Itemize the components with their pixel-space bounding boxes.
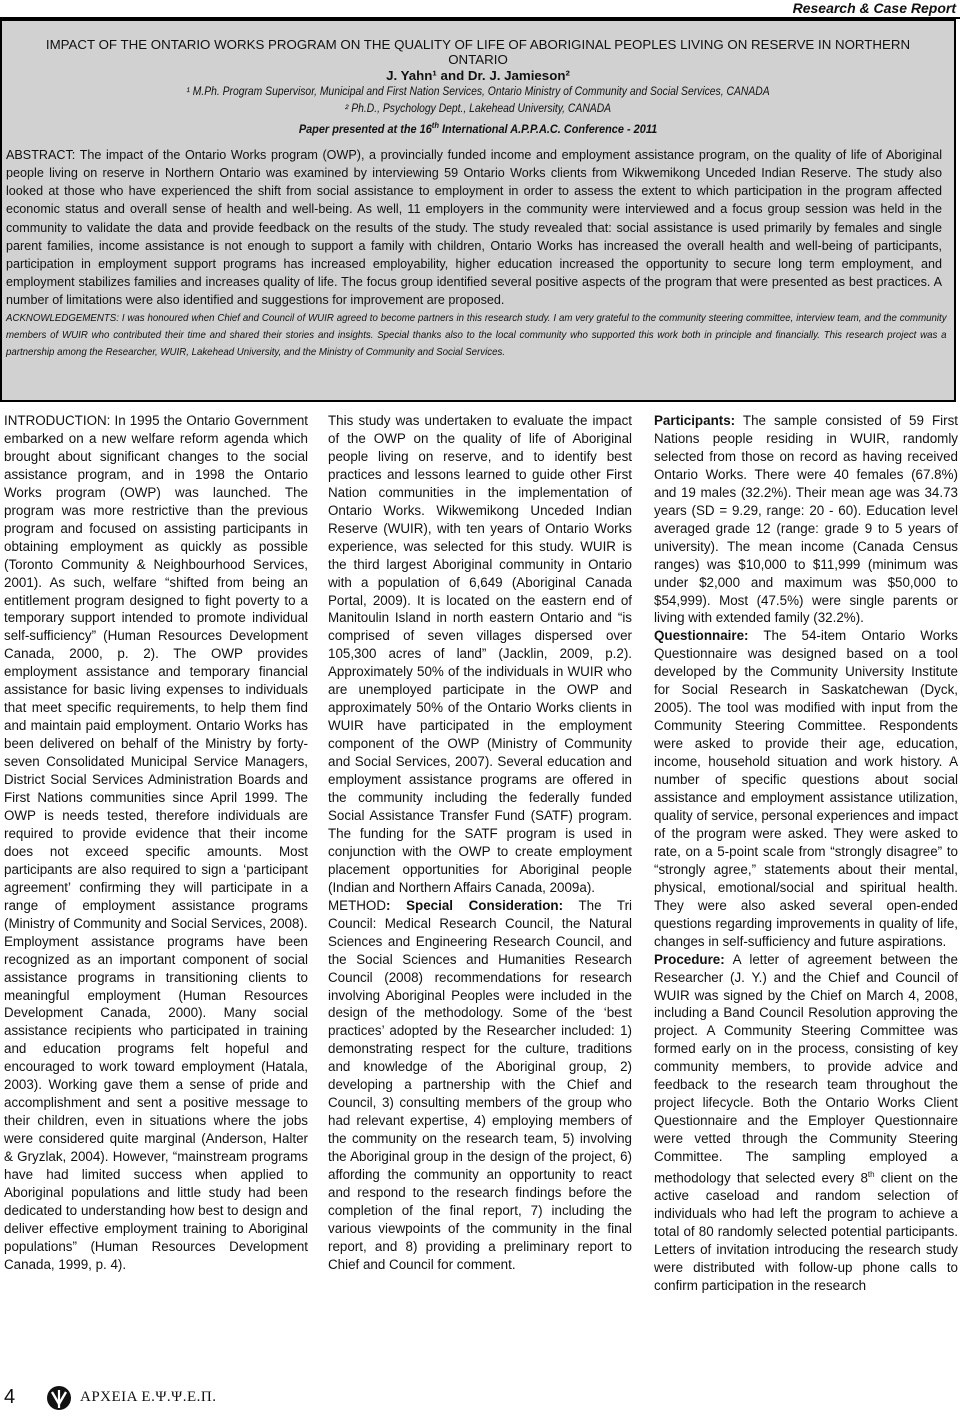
participants-label: Participants: bbox=[654, 413, 736, 428]
participants-paragraph bbox=[654, 412, 958, 627]
special-consideration-label: : Special Consideration: bbox=[386, 897, 564, 913]
affiliation-2: ² Ph.D., Psychology Dept., Lakehead University, CANADA bbox=[344, 103, 612, 115]
intro-paragraph bbox=[4, 412, 308, 933]
body-columns bbox=[4, 412, 958, 1372]
study-paragraph: This study was undertaken to evaluate the impact of the OWP on the quality of life of Aboriginal people living on reserve, and to identify best practices and lessons learned to guide other First Nation communities in the implementation of Ontario Works. Wikwemikong Unceded Indian Reserve (WUIR), with ten years of Ontario Works experience, was selected for this study. WUIR is the third largest Aboriginal community in Ontario with a population of 6,649 (Aboriginal Canada Portal, 2009). It is located on the eastern end of Manitoulin Island in north eastern Ontario and “is comprised of seven villages dispersed over 105,300 acres of land” (Jacklin, 2009, p.2). Approximately 50% of the individuals in WUIR who are unemployed participate in the OWP and approximately 50% of the Ontario Works clients in WUIR have participated in the employment component of the OWP (Ministry of Community and Social Services, 2007). Several education and employment assistance programs are offered in the community including the federally funded Social Assistance Transfer Fund (SATF) program. The funding for the SATF program is used in conjunction with the OWP to create employment placement opportunities for Aboriginal people (Indian and Northern Affairs Canada, 2009a). bbox=[328, 413, 632, 895]
authors: J. Yahn¹ and Dr. J. Jamieson² bbox=[386, 68, 570, 83]
conference-note-prefix: Paper presented at the 16 bbox=[298, 123, 432, 136]
participants-text: The sample consisted of 59 First Nations people residing in WUIR, randomly selected from those on record as having received Ontario Works. There were 40 females (67.8%) and 19 males (32.2%). Their mean age was 34.73 years (SD = 9.29, range: 20 - 60). Education level averaged grade 12 (range: grade 9 to 5 years of university). The mean income (Canada Census ranges) was $10,000 to $11,999 (minimum was under $2,000 and maximum was $50,000 to $54,999). Most (47.5%) were single parents or living with extended family (32.2%). bbox=[654, 413, 958, 626]
procedure-sup: th bbox=[867, 1170, 875, 1180]
procedure-paragraph bbox=[654, 951, 958, 1296]
intro-label: INTRODUCTION: bbox=[4, 413, 111, 428]
procedure-text-a: A letter of agreement between the Researcher (J. Y.) and the Chief and Council of WUIR was signed by the Chief on March 4, 2008, including a Band Council Resolution approving the project. A Community Steering Committee was formed early on in the process, consisting of key community members, to provide advice and feedback to the research team throughout the project lifecycle. Both the Ontario Works Client Questionnaire and the Employer Questionnaire were vetted through the Community Steering Committee. The sampling employed a methodology that selected every 8 bbox=[654, 951, 958, 1186]
abstract-body: The impact of the Ontario Works program (OWP), a provincially funded income and employment assistance program, on the quality of life of Aboriginal people living on reserve in Northern Ontario was examined by interviewing 59 Ontario Works clients from Wikwemikong Unceded Indian Reserve. The study also looked at those who have experienced the shift from social assistance to employment in order to assess the extent to which participation in the program affected economic status and overall sense of health and well-being. As well, 11 employers in the community were interviewed and a focus group session was held in the community to validate the data and provide feedback on the results of the study. The study revealed that: social assistance is used primarily by females and single parent families, income assistance is not enough to support a family with children, Ontario Works has increased the overall health and well-being of participants, participation in employment support programs has increased employability, higher education increased the opportunity to secure long term employment, and employment stabilizes families and increases quality of life. The focus group identified several positive aspects of the program that were presented as best practices. A number of limitations were also identified and suggestions for improvement are proposed. bbox=[6, 147, 942, 308]
method-paragraph bbox=[328, 897, 632, 1274]
questionnaire-paragraph bbox=[654, 627, 958, 950]
method-label: METHOD bbox=[328, 897, 387, 913]
affiliation-1: ¹ M.Ph. Program Supervisor, Municipal and First Nation Services, Ontario Ministry of Community and Social Services, CANADA bbox=[186, 86, 770, 98]
page-number: 4 bbox=[4, 1386, 16, 1408]
journal-logo-icon bbox=[46, 1384, 72, 1412]
column-1 bbox=[4, 412, 308, 1274]
running-header: Research & Case Report bbox=[792, 0, 956, 16]
column-2 bbox=[328, 412, 632, 1274]
employment-paragraph: Employment assistance programs have been recognized as an important component of social assistance programs in transitioning clients to meaningful employment (Human Resources Development Canada, 2000). Many social assistance recipients who participated in training and education programs felt hopeful and encouraged to work toward employment (Hatala, 2003). Working gave them a sense of pride and accomplishment and sent a positive message to their children, even in situations where the jobs were considered quite marginal (Anderson, Halter & Gryzlak, 2004). However, “mainstream programs have had limited success when applied to Aboriginal populations and little study had been dedicated to understanding how best to design and deliver effective employment training to Aboriginal populations” (Human Resources Development Canada, 1999, p. 4). bbox=[4, 933, 308, 1272]
procedure-label: Procedure: bbox=[654, 951, 725, 967]
questionnaire-label: Questionnaire: bbox=[654, 628, 749, 644]
conference-note-sup: th bbox=[431, 121, 439, 130]
column-3 bbox=[654, 412, 958, 1295]
acknowledgements bbox=[6, 310, 947, 361]
paper-title: IMPACT OF THE ONTARIO WORKS PROGRAM ON THE QUALITY OF LIFE OF ABORIGINAL PEOPLES LIVING ON RESERVE IN NORTHERN ONTARIO bbox=[45, 37, 911, 67]
abstract-label: ABSTRACT: bbox=[6, 147, 76, 162]
ack-body: I was honoured when Chief and Council of WUIR agreed to become partners in this research study. I am very grateful to the community steering committee, interview team, and the community members of WUIR who contributed their time and shared their stories and insights. Special thanks also to the local community who supported this work both in principle and financially. This research project was a partnership among the Researcher, WUIR, Lakehead University, and the Ministry of Community and Social Services. bbox=[6, 312, 947, 358]
ack-label: ACKNOWLEDGEMENTS: bbox=[6, 312, 119, 324]
journal-name: ΑΡΧΕΙΑ Ε.Ψ.Ψ.Ε.Π. bbox=[80, 1389, 217, 1405]
abstract-box bbox=[0, 19, 956, 402]
procedure-text-b: client on the active caseload and random selection of individuals who had left the program to achieve a total of 80 randomly selected potential participants. Letters of invitation introducing the research study were distributed with follow-up phone calls to confirm participation in the research bbox=[654, 1170, 958, 1294]
questionnaire-text: The 54-item Ontario Works Questionnaire was designed based on a tool developed by the Community University Institute for Social Research in Saskatchewan (Dyck, 2005). The tool was modified with input from the Community Steering Committee. Respondents were asked to provide their age, education, income, household situation and work history. A number of specific questions about social assistance and employment assistance utilization, quality of service, personal experiences and impact of the program were asked. They were asked to rate, on a 5-point scale from “strongly disagree” to “strongly agree,” statements about their mental, physical, emotional/social and spiritual health. They were also asked several open-ended questions regarding improvements in quality of life, changes in self-sufficiency and future aspirations. bbox=[654, 628, 958, 949]
conference-note-suffix: International A.P.P.A.C. Conference - 2011 bbox=[438, 123, 658, 136]
intro-text: In 1995 the Ontario Government embarked on a new welfare reform agenda which brought about significant changes to the social assistance program, and in 1998 the Ontario Works program (OWP) was launched. The program was more restrictive than the previous program and focused on assisting participants in obtaining employment as quickly as possible (Toronto Community & Neighbourhood Services, 2001). As such, welfare “shifted from being an entitlement program designed to fight poverty to a temporary support intended to promote individual self-sufficiency” (Human Resources Development Canada, 2000, p. 2). The OWP provides employment assistance and temporary financial assistance for basic living expenses to individuals that meet specific requirements, to help them find and maintain paid employment. Ontario Works has been delivered on behalf of the Ministry by forty-seven Consolidated Municipal Service Managers, District Social Services Administration Boards and First Nations communities since April 1999. The OWP is needs tested, therefore individuals are required to provide evidence that their income does not exceed specific amounts. Most participants are also required to sign a ‘participant agreement’ confirming they will participate in a range of employment assistance programs (Ministry of Community and Social Services, 2008). bbox=[4, 413, 308, 931]
title-block bbox=[2, 21, 954, 138]
method-text: The Tri Council: Medical Research Council, the Natural Sciences and Engineering Research Council, and the Social Sciences and Humanities Research Council (2008) recommendations for research involving Aboriginal Peoples were included in the design of the methodology. Some of the ‘best practices’ adopted by the Researcher included: 1) demonstrating respect for the culture, traditions and knowledge of the Aboriginal group, 2) developing a partnership with the Chief and Council, 3) consulting members of the group who had relevant expertise, 4) employing members of the community on the research team, 5) involving the Aboriginal group in the design of the project, 6) affording the community an opportunity to react and respond to the research findings before the completion of the final report, 7) including the various viewpoints of the community in the final report, and 8) providing a preliminary report to Chief and Council for comment. bbox=[328, 897, 633, 1272]
abstract bbox=[6, 146, 942, 310]
conference-note bbox=[52, 118, 903, 138]
